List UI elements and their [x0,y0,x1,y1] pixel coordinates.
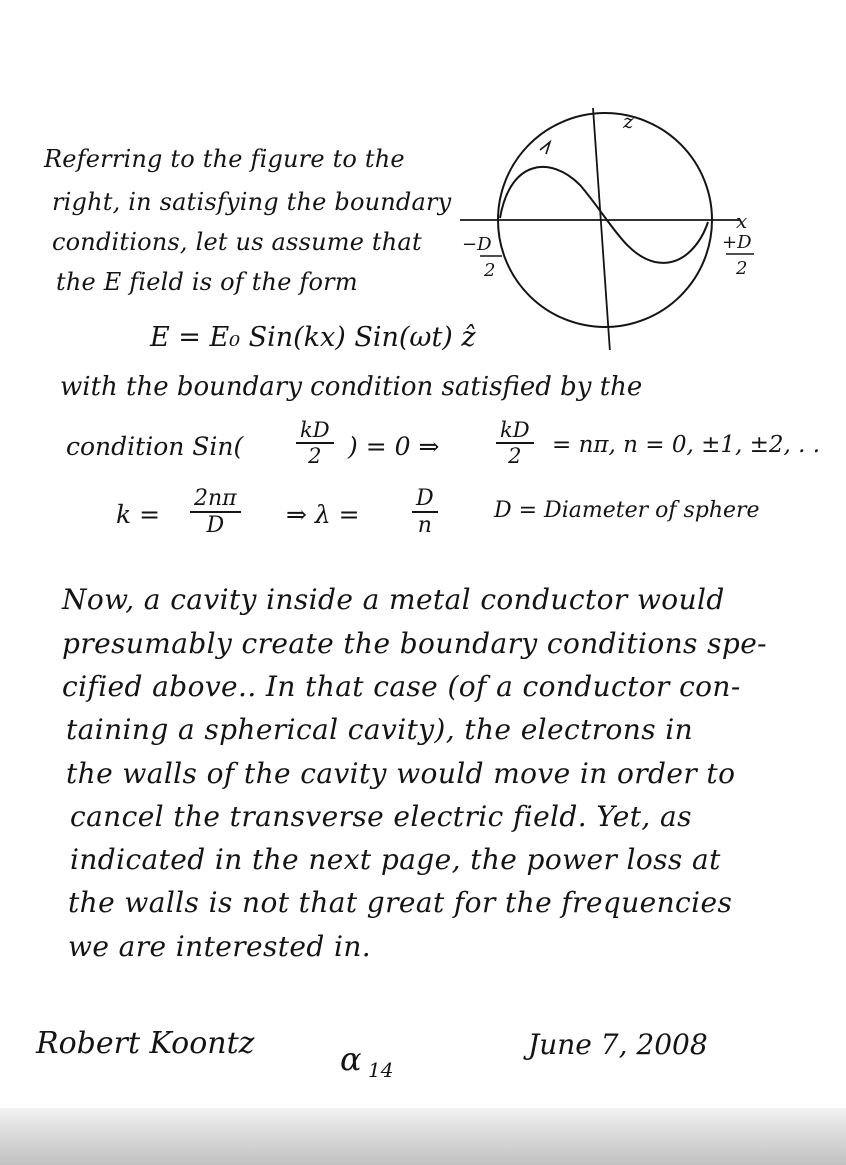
k-num: 2nπ [190,486,241,513]
body-line-9: we are interested in. [68,930,372,963]
signature: Robert Koontz [36,1026,255,1061]
body-line-5: the walls of the cavity would move in order to [66,757,736,790]
kd-num: kD [496,418,534,444]
scan-edge-shadow [0,1108,846,1165]
z-axis-label: z [623,109,634,133]
left-limit-den: 2 [484,260,496,281]
right-limit-den: 2 [736,258,748,279]
cond-suffix: ) = 0 ⇒ [348,432,440,461]
body-line-4: taining a spherical cavity), the electrons in [66,713,694,746]
intro-line-3: conditions, let us assume that [52,228,422,256]
bc-intro: with the boundary condition satisfied by the [60,372,643,402]
lambda-num: D [412,486,438,513]
cond-den: 2 [308,444,322,468]
body-line-7: indicated in the next page, the power loss at [70,843,721,876]
k-fraction [190,486,241,538]
cond-fraction [296,418,334,468]
lambda-lhs: ⇒ λ = [286,500,360,529]
body-line-8: the walls is not that great for the frequencies [68,886,733,919]
body-line-3: cified above.. In that case (of a conductor con- [62,670,741,703]
body-line-1: Now, a cavity inside a metal conductor would [62,583,725,616]
intro-line-1: Referring to the figure to the [44,145,405,173]
date: June 7, 2008 [528,1028,708,1061]
x-axis-label: x [736,209,748,233]
lambda-fraction [412,486,438,538]
body-line-6: cancel the transverse electric field. Yet, as [70,800,692,833]
body-line-2: presumably create the boundary conditions spe- [62,627,768,660]
intro-line-4: the E field is of the form [56,268,358,296]
cond-num: kD [296,418,334,444]
k-den: D [206,513,225,538]
intro-line-2: right, in satisfying the boundary [52,188,452,216]
cavity-figure [440,100,846,350]
lambda-den: n [417,513,432,538]
right-limit-num: +D [722,232,752,253]
kd-den: 2 [508,444,522,468]
sine-wave [500,167,708,263]
k-lhs: k = [116,500,161,529]
page-number: 14 [368,1058,394,1082]
z-axis [593,108,610,350]
kd-fraction [496,418,534,468]
diameter-note: D = Diameter of sphere [494,498,760,523]
page-mark: α [340,1040,362,1078]
cond-prefix: condition Sin( [66,432,244,461]
left-limit-num: −D [462,234,492,255]
circle-arrow-icon [540,142,550,154]
field-equation: E = E₀ Sin(kx) Sin(ωt) ẑ [150,322,476,353]
kd-rhs: = nπ, n = 0, ±1, ±2, . . [552,432,821,458]
